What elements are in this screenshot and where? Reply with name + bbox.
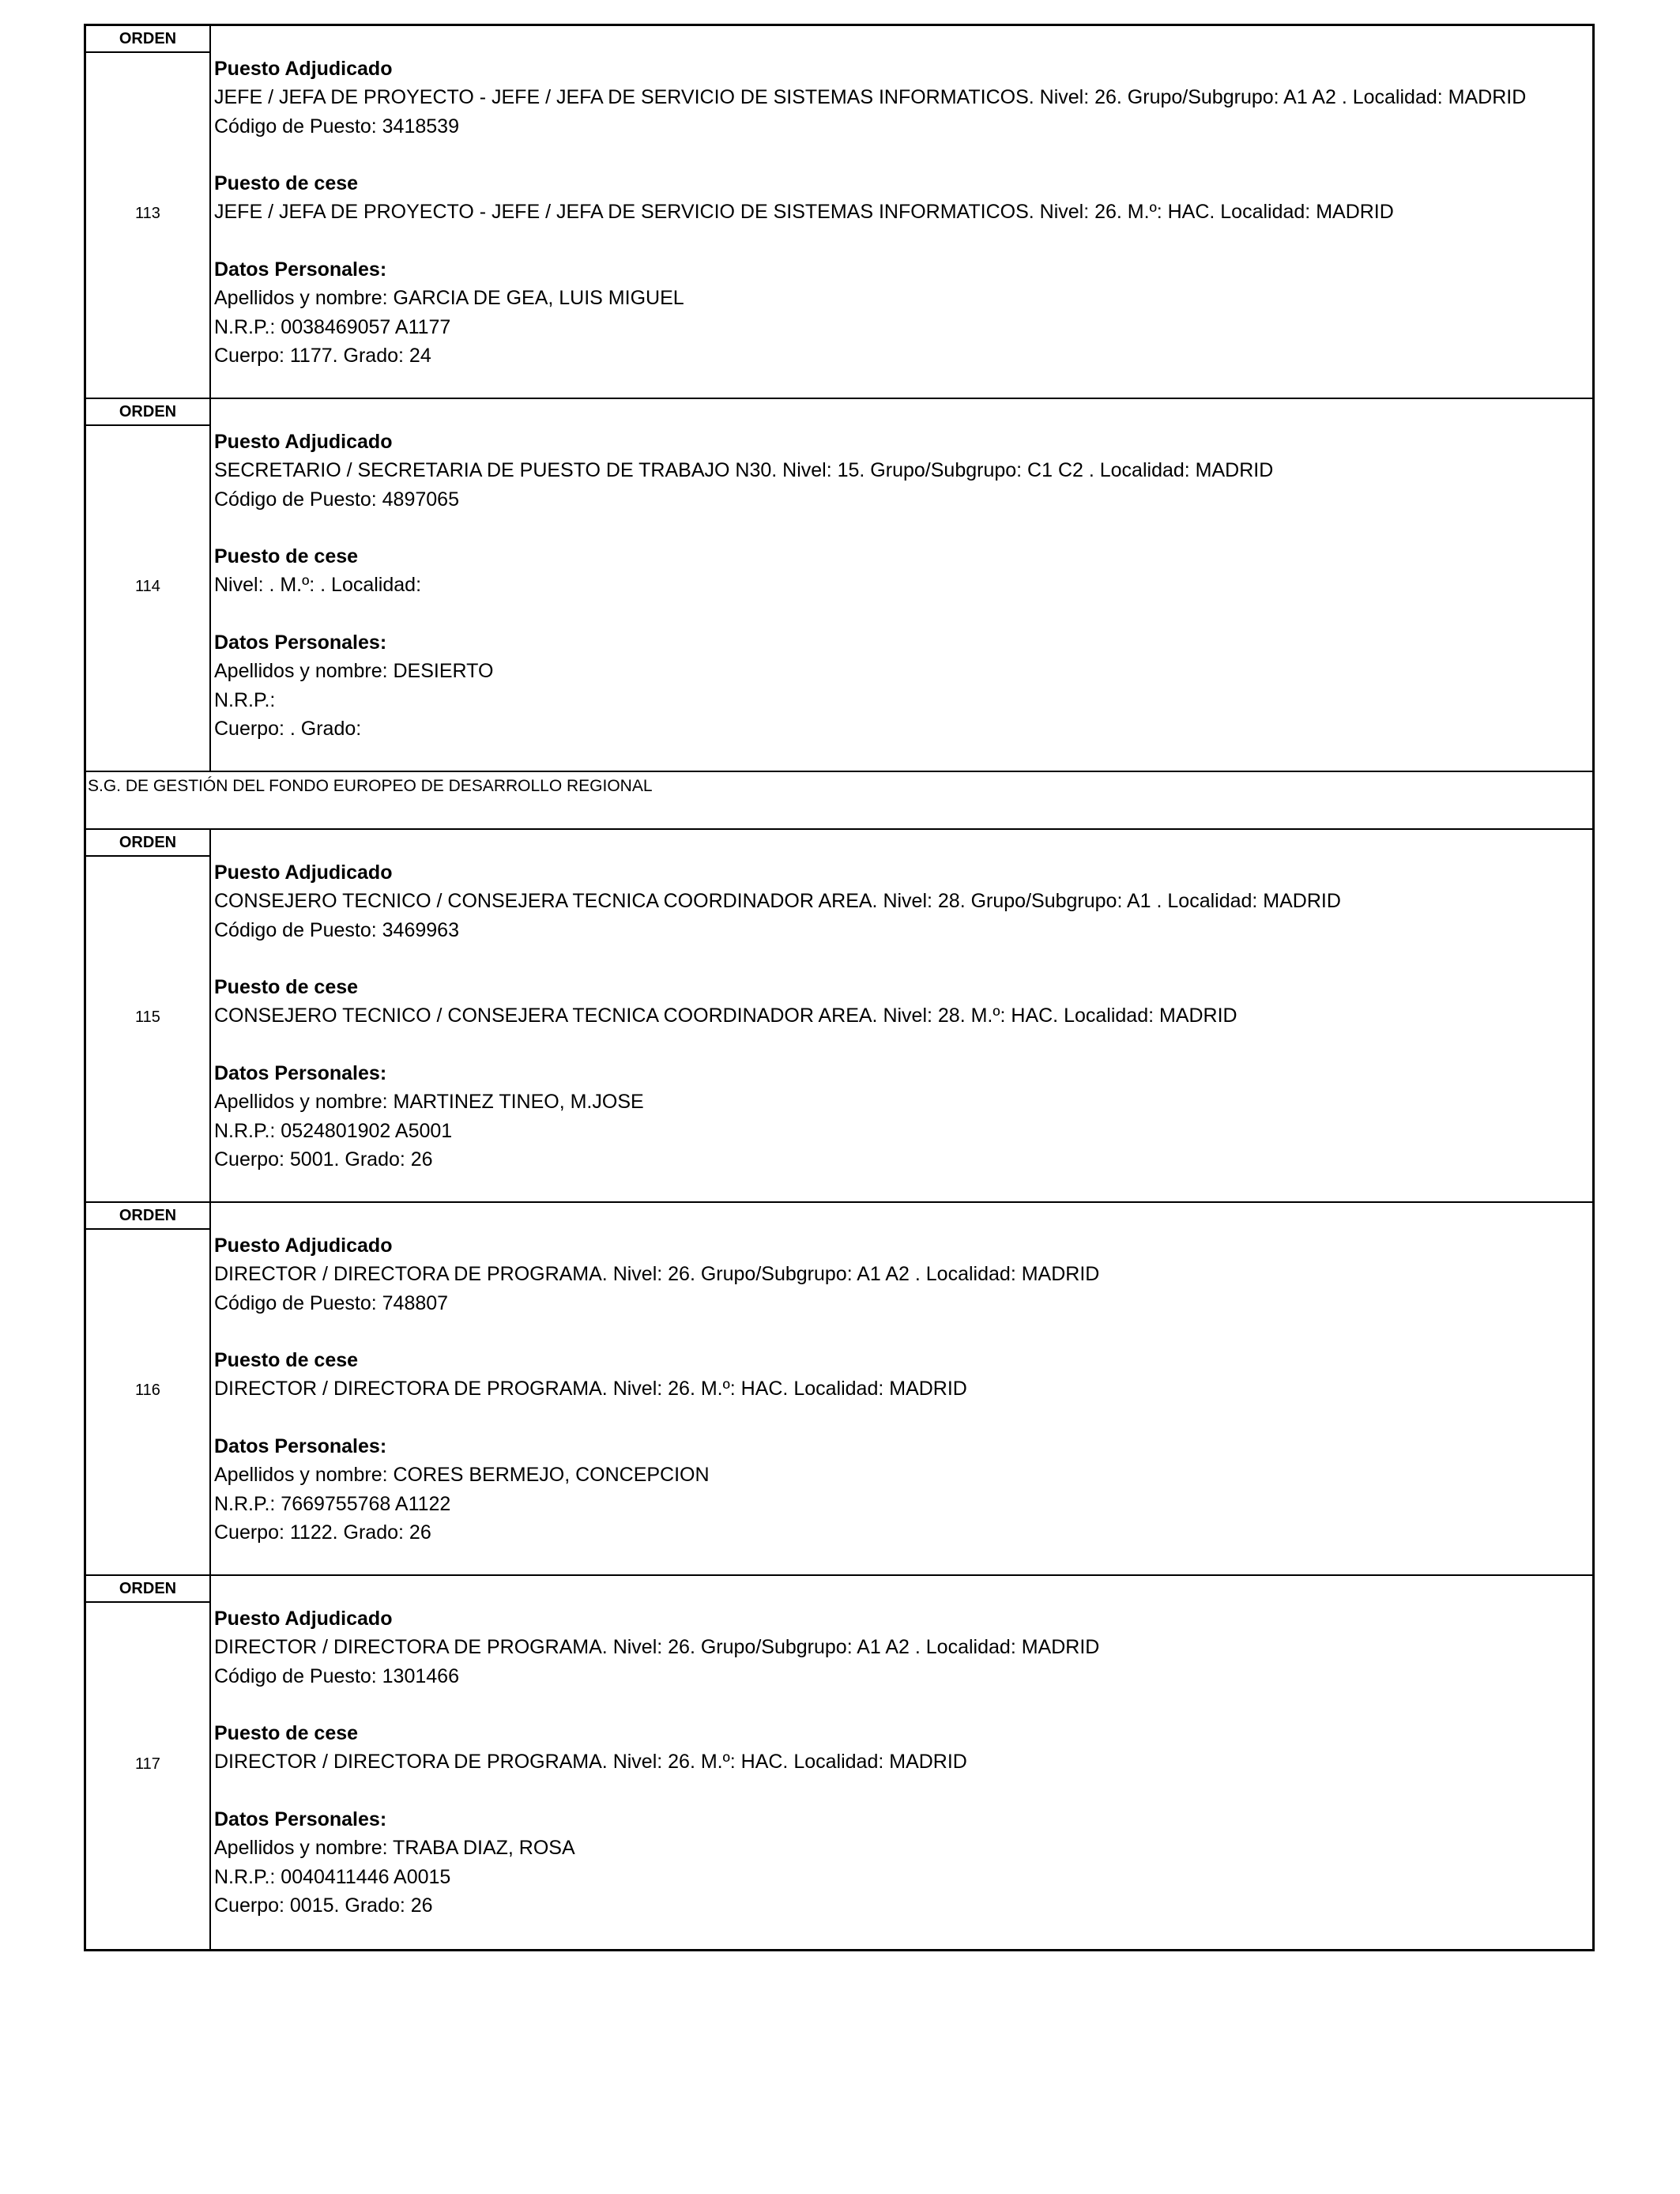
datos-personales-heading: Datos Personales: — [214, 258, 387, 281]
orden-number: 116 — [135, 1381, 160, 1399]
orden-number: 117 — [135, 1755, 160, 1773]
codigo-puesto: Código de Puesto: 1301466 — [214, 1664, 459, 1687]
puesto-adjudicado-text: DIRECTOR / DIRECTORA DE PROGRAMA. Nivel: 26. Grupo/Subgrupo: A1 A2 . Localidad: MADRID — [214, 1636, 1100, 1659]
entry-details — [211, 399, 1592, 771]
entry-row — [86, 26, 1592, 399]
orden-number: 115 — [135, 1008, 160, 1026]
puesto-cese-text: DIRECTOR / DIRECTORA DE PROGRAMA. Nivel: 26. M.º: HAC. Localidad: MADRID — [214, 1378, 967, 1400]
codigo-puesto: Código de Puesto: 3418539 — [214, 115, 459, 138]
codigo-puesto: Código de Puesto: 3469963 — [214, 918, 459, 941]
orden-number: 114 — [135, 577, 160, 595]
orden-header: ORDEN — [86, 1203, 209, 1230]
orden-column — [86, 399, 211, 771]
apellidos-nombre: Apellidos y nombre: DESIERTO — [214, 660, 494, 683]
orden-header: ORDEN — [86, 830, 209, 857]
orden-header: ORDEN — [86, 1576, 209, 1603]
puesto-adjudicado-heading: Puesto Adjudicado — [214, 1608, 393, 1630]
codigo-puesto: Código de Puesto: 4897065 — [214, 488, 459, 511]
entry-details — [211, 1576, 1592, 1949]
entry-row — [86, 830, 1592, 1203]
nrp: N.R.P.: 7669755768 A1122 — [214, 1492, 451, 1515]
puesto-adjudicado-heading: Puesto Adjudicado — [214, 58, 393, 80]
cuerpo-grado: Cuerpo: 5001. Grado: 26 — [214, 1148, 433, 1171]
puesto-cese-heading: Puesto de cese — [214, 1722, 359, 1745]
entry-row — [86, 1203, 1592, 1576]
orden-column — [86, 26, 211, 398]
datos-personales-heading: Datos Personales: — [214, 1808, 387, 1831]
puesto-cese-heading: Puesto de cese — [214, 172, 359, 195]
orden-header: ORDEN — [86, 399, 209, 426]
datos-personales-heading: Datos Personales: — [214, 1435, 387, 1458]
puesto-adjudicado-text: JEFE / JEFA DE PROYECTO - JEFE / JEFA DE SERVICIO DE SISTEMAS INFORMATICOS. Nivel: 26. Grupo/Subgrupo: A1 A2 . Localidad: MADRID — [214, 86, 1527, 109]
puesto-adjudicado-heading: Puesto Adjudicado — [214, 861, 393, 884]
codigo-puesto: Código de Puesto: 748807 — [214, 1291, 449, 1314]
cuerpo-grado: Cuerpo: 1177. Grado: 24 — [214, 344, 431, 367]
orden-column — [86, 830, 211, 1201]
entry-row — [86, 399, 1592, 772]
puesto-cese-heading: Puesto de cese — [214, 1349, 359, 1372]
puesto-cese-heading: Puesto de cese — [214, 545, 359, 568]
orden-header: ORDEN — [86, 26, 209, 53]
nrp: N.R.P.: — [214, 688, 276, 711]
apellidos-nombre: Apellidos y nombre: GARCIA DE GEA, LUIS MIGUEL — [214, 287, 684, 310]
puesto-adjudicado-heading: Puesto Adjudicado — [214, 1235, 393, 1257]
cuerpo-grado: Cuerpo: 0015. Grado: 26 — [214, 1894, 433, 1917]
puesto-adjudicado-text: CONSEJERO TECNICO / CONSEJERA TECNICA COORDINADOR AREA. Nivel: 28. Grupo/Subgrupo: A1 . Localidad: MADRID — [214, 890, 1341, 913]
puesto-cese-text: CONSEJERO TECNICO / CONSEJERA TECNICA COORDINADOR AREA. Nivel: 28. M.º: HAC. Localidad: MADRID — [214, 1005, 1237, 1027]
nrp: N.R.P.: 0524801902 A5001 — [214, 1119, 453, 1142]
orden-number: 113 — [135, 204, 160, 222]
puesto-cese-text: JEFE / JEFA DE PROYECTO - JEFE / JEFA DE SERVICIO DE SISTEMAS INFORMATICOS. Nivel: 26. M.º: HAC. Localidad: MADRID — [214, 201, 1394, 224]
entry-details — [211, 830, 1592, 1201]
orden-column — [86, 1203, 211, 1574]
datos-personales-heading: Datos Personales: — [214, 631, 387, 654]
puesto-cese-text: Nivel: . M.º: . Localidad: — [214, 574, 422, 597]
section-title: S.G. DE GESTIÓN DEL FONDO EUROPEO DE DESARROLLO REGIONAL — [86, 772, 1592, 830]
nrp: N.R.P.: 0038469057 A1177 — [214, 315, 451, 338]
puesto-adjudicado-heading: Puesto Adjudicado — [214, 431, 393, 453]
datos-personales-heading: Datos Personales: — [214, 1062, 387, 1085]
puesto-cese-heading: Puesto de cese — [214, 976, 359, 999]
entry-details — [211, 1203, 1592, 1574]
puesto-cese-text: DIRECTOR / DIRECTORA DE PROGRAMA. Nivel: 26. M.º: HAC. Localidad: MADRID — [214, 1751, 967, 1774]
puesto-adjudicado-text: SECRETARIO / SECRETARIA DE PUESTO DE TRABAJO N30. Nivel: 15. Grupo/Subgrupo: C1 C2 . Localidad: MADRID — [214, 459, 1274, 482]
cuerpo-grado: Cuerpo: 1122. Grado: 26 — [214, 1521, 431, 1544]
entry-details — [211, 26, 1592, 398]
nrp: N.R.P.: 0040411446 A0015 — [214, 1865, 451, 1888]
orden-column — [86, 1576, 211, 1949]
cuerpo-grado: Cuerpo: . Grado: — [214, 717, 362, 740]
entry-row — [86, 1576, 1592, 1949]
apellidos-nombre: Apellidos y nombre: MARTINEZ TINEO, M.JOSE — [214, 1091, 644, 1114]
puesto-adjudicado-text: DIRECTOR / DIRECTORA DE PROGRAMA. Nivel: 26. Grupo/Subgrupo: A1 A2 . Localidad: MADRID — [214, 1263, 1100, 1286]
apellidos-nombre: Apellidos y nombre: CORES BERMEJO, CONCEPCION — [214, 1464, 710, 1487]
assignment-table — [84, 24, 1595, 1951]
apellidos-nombre: Apellidos y nombre: TRABA DIAZ, ROSA — [214, 1837, 575, 1860]
